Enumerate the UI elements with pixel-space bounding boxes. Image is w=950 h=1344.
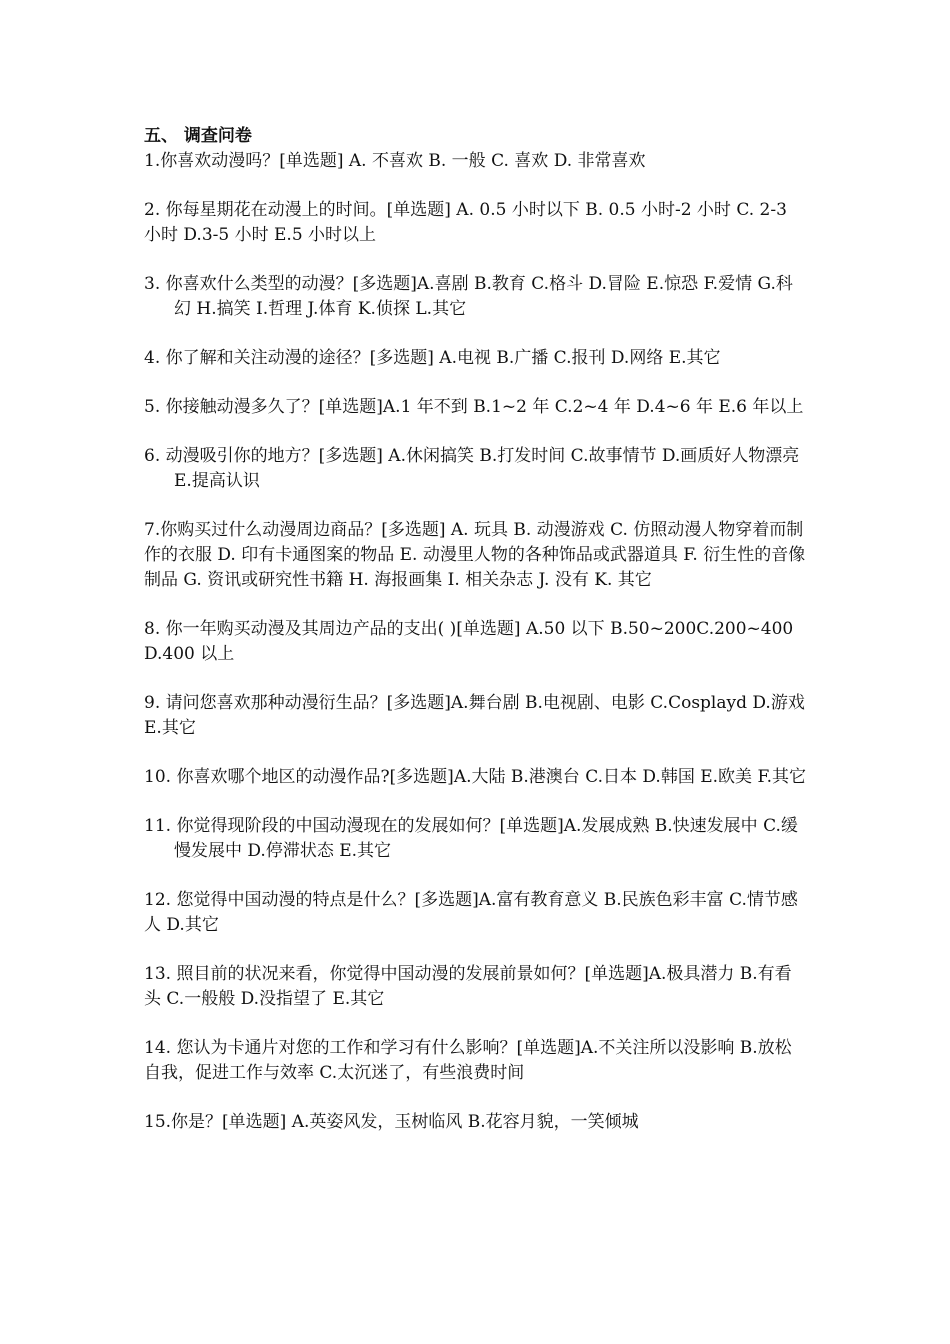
question-1: 1.你喜欢动漫吗？[单选题] A. 不喜欢 B. 一般 C. 喜欢 D. 非常喜欢 [144, 151, 646, 171]
question-11: 11. 你觉得现阶段的中国动漫现在的发展如何？[单选题]A.发展成熟 B.快速发展中 C.缓慢发展中 D.停滞状态 E.其它 [144, 816, 798, 861]
question-6: 6. 动漫吸引你的地方？[多选题] A.休闲搞笑 B.打发时间 C.故事情节 D.画质好人物漂亮 E.提高认识 [144, 446, 800, 491]
section-heading: 五、 调查问卷 [144, 126, 252, 146]
question-10: 10. 你喜欢哪个地区的动漫作品?[多选题]A.大陆 B.港澳台 C.日本 D.韩国 E.欧美 F.其它 [144, 767, 807, 787]
question-13: 13. 照目前的状况来看，你觉得中国动漫的发展前景如何？[单选题]A.极具潜力 B.有看头 C.一般般 D.没指望了 E.其它 [144, 964, 792, 1009]
question-8: 8. 你一年购买动漫及其周边产品的支出( )[单选题] A.50 以下 B.50~200C.200~400 D.400 以上 [144, 619, 794, 664]
question-3: 3. 你喜欢什么类型的动漫？[多选题]A.喜剧 B.教育 C.格斗 D.冒险 E.惊恐 F.爱情 G.科幻 H.搞笑 I.哲理 J.体育 K.侦探 L.其它 [144, 274, 793, 319]
question-7: 7.你购买过什么动漫周边商品？[多选题] A. 玩具 B. 动漫游戏 C. 仿照动漫人物穿着而制作的衣服 D. 印有卡通图案的物品 E. 动漫里人物的各种饰品或武器道具 F. 衍生性的音像制品 G. 资讯或研究性书籍 H. 海报画集 I. 相关杂志 J. 没有 K. 其它 [144, 520, 806, 590]
question-9: 9. 请问您喜欢那种动漫衍生品？[多选题]A.舞台剧 B.电视剧、电影 C.Cosplayd D.游戏 E.其它 [144, 693, 805, 738]
question-14: 14. 您认为卡通片对您的工作和学习有什么影响？[单选题]A.不关注所以没影响 B.放松自我，促进工作与效率 C.太沉迷了，有些浪费时间 [144, 1038, 792, 1083]
document-page [144, 124, 808, 1159]
question-5: 5. 你接触动漫多久了？[单选题]A.1 年不到 B.1~2 年 C.2~4 年 D.4~6 年 E.6 年以上 [144, 397, 804, 417]
question-2: 2. 你每星期花在动漫上的时间。[单选题] A. 0.5 小时以下 B. 0.5 小时-2 小时 C. 2-3 小时 D.3-5 小时 E.5 小时以上 [144, 200, 787, 245]
question-4: 4. 你了解和关注动漫的途径？[多选题] A.电视 B.广播 C.报刊 D.网络 E.其它 [144, 348, 721, 368]
question-12: 12. 您觉得中国动漫的特点是什么？[多选题]A.富有教育意义 B.民族色彩丰富 C.情节感人 D.其它 [144, 890, 798, 935]
question-15: 15.你是？[单选题] A.英姿风发，玉树临风 B.花容月貌，一笑倾城 [144, 1112, 639, 1132]
